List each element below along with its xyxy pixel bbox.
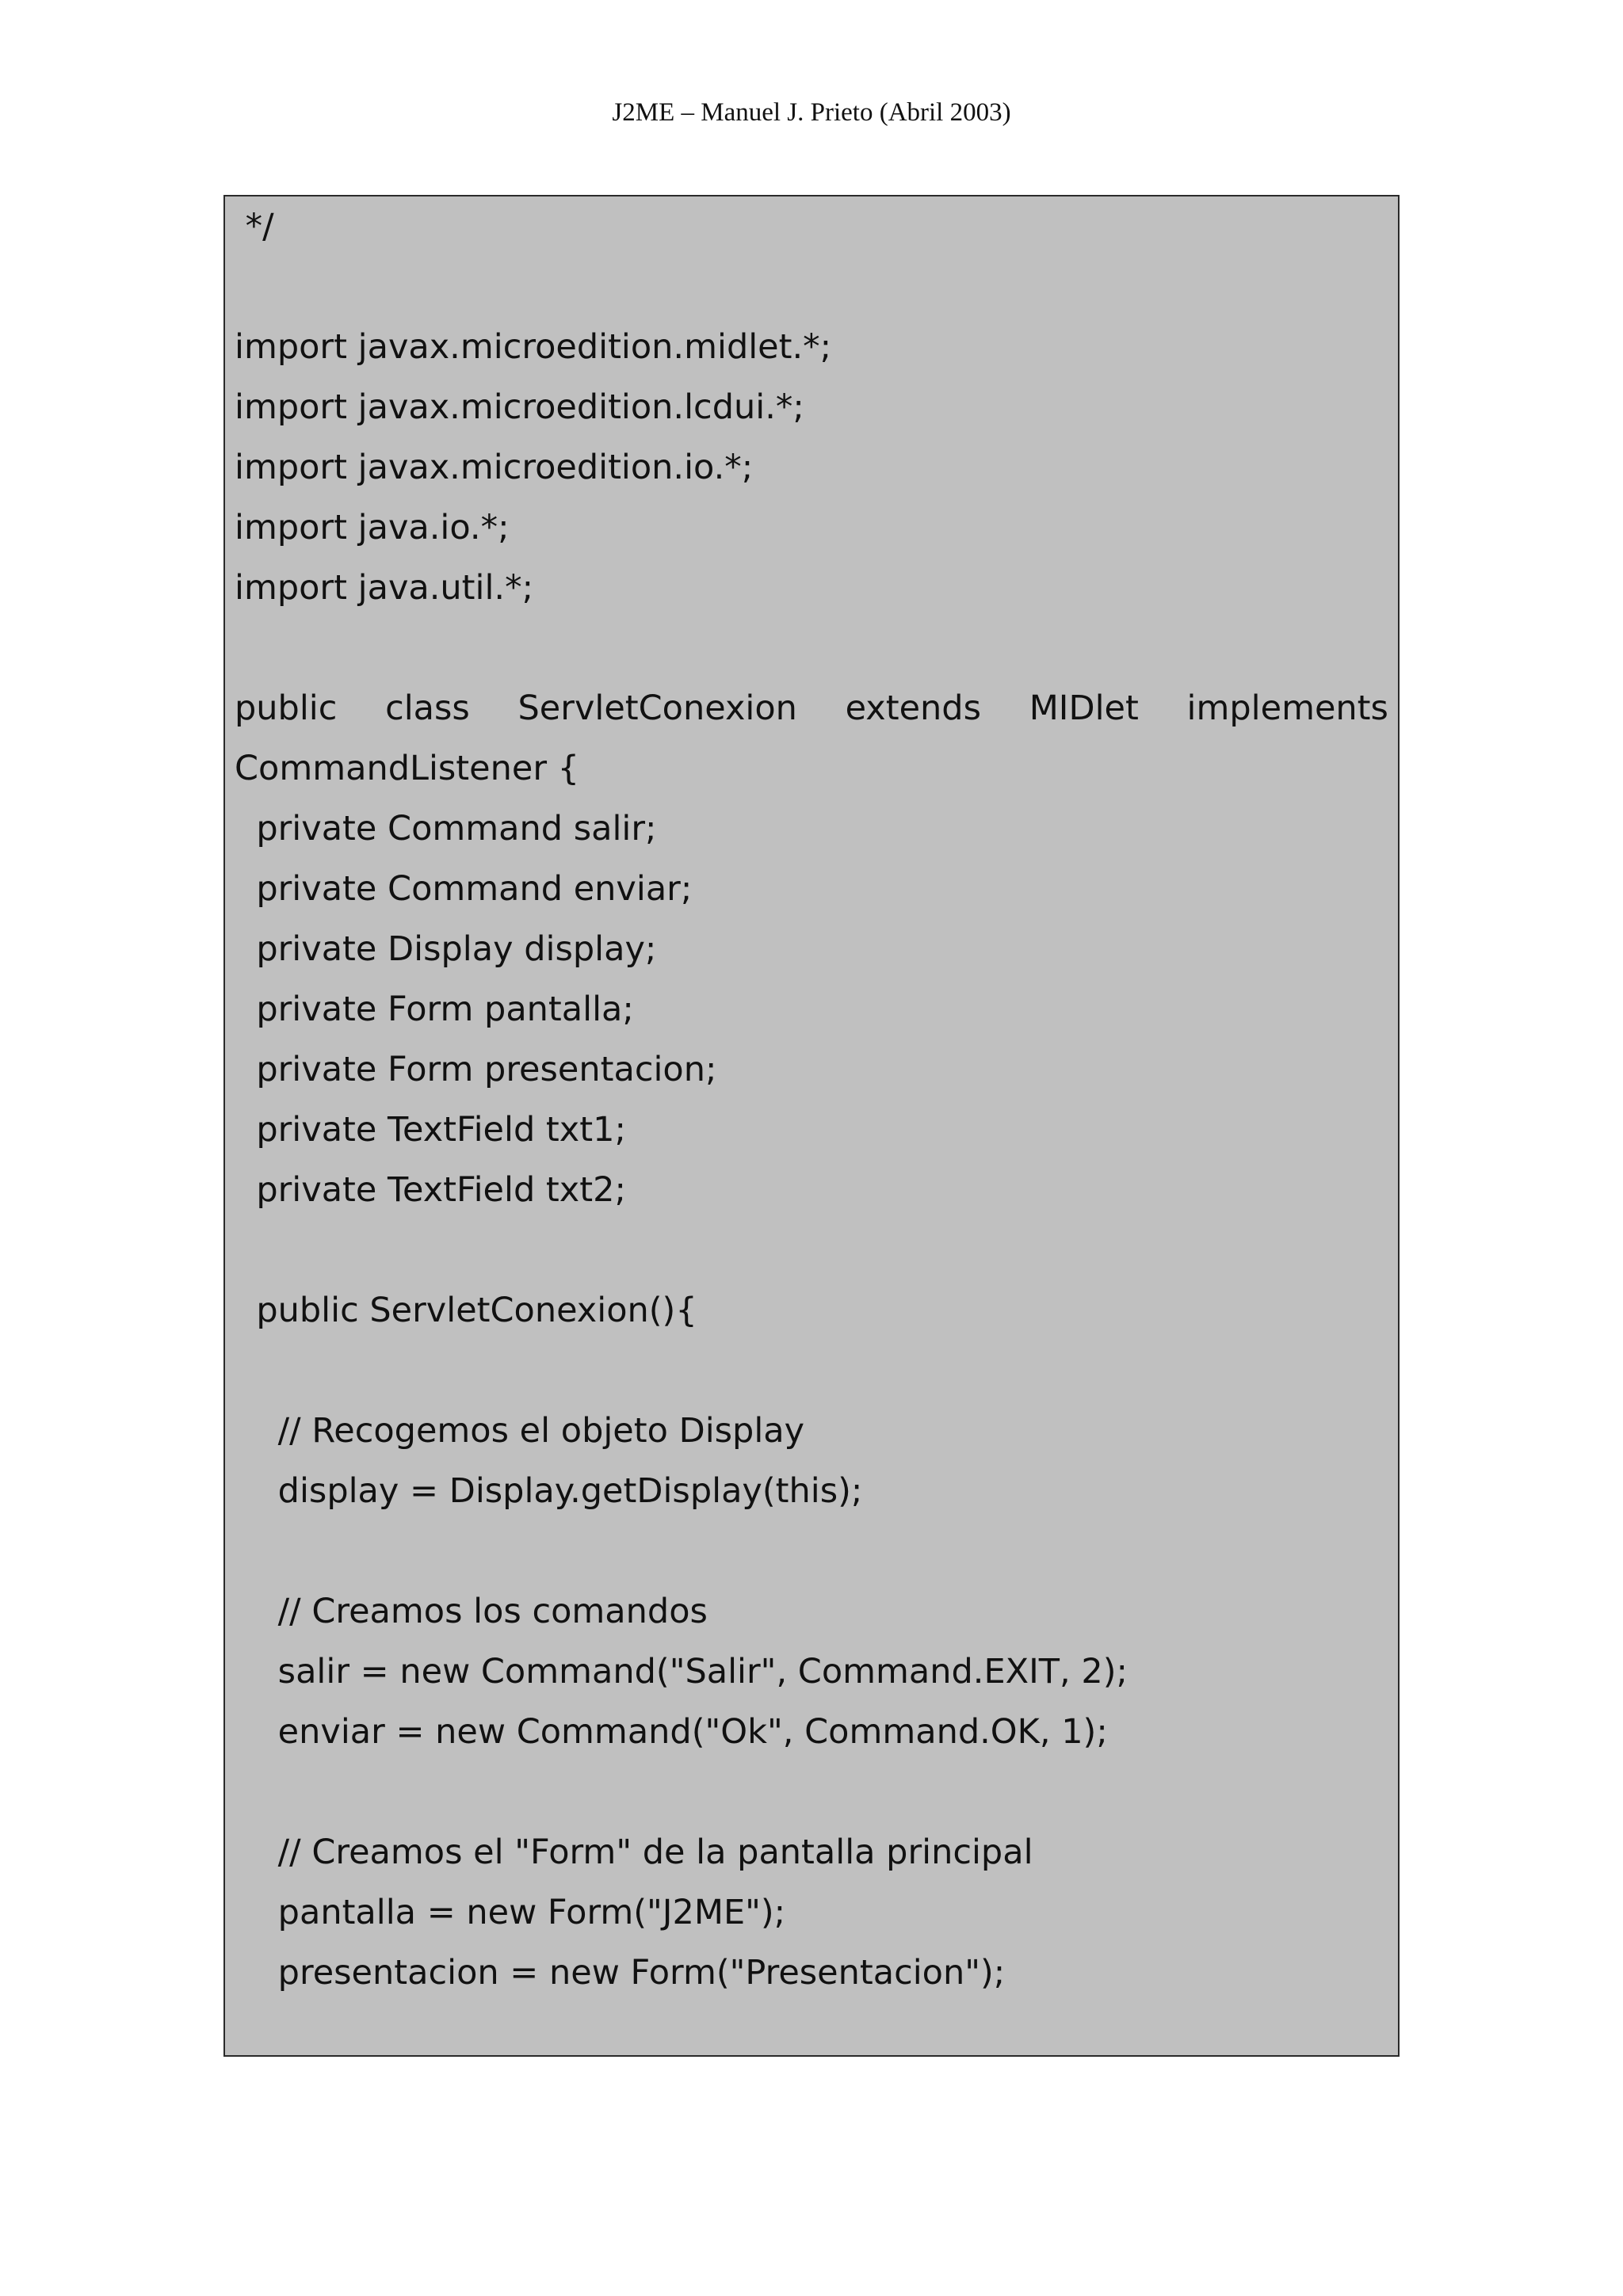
code-line-get-display: display = Display.getDisplay(this); bbox=[235, 1471, 863, 1511]
code-line-field-pantalla: private Form pantalla; bbox=[235, 990, 634, 1029]
code-line-new-presentacion: presentacion = new Form("Presentacion"); bbox=[235, 1953, 1006, 1993]
code-word: public bbox=[235, 688, 338, 728]
code-line-field-enviar: private Command enviar; bbox=[235, 869, 693, 909]
code-word: extends bbox=[845, 688, 982, 728]
code-line-field-display: private Display display; bbox=[235, 929, 657, 969]
code-line-new-salir: salir = new Command("Salir", Command.EXIT, 2); bbox=[235, 1652, 1128, 1691]
code-line-new-enviar: enviar = new Command("Ok", Command.OK, 1); bbox=[235, 1712, 1108, 1752]
code-listing bbox=[223, 195, 1400, 2057]
page-header: J2ME – Manuel J. Prieto (Abril 2003) bbox=[612, 98, 1011, 127]
code-line-import-lcdui: import javax.microedition.lcdui.*; bbox=[235, 387, 804, 427]
code-line-comment-display: // Recogemos el objeto Display bbox=[235, 1411, 805, 1451]
code-line-comment-end: */ bbox=[235, 207, 274, 246]
code-word: implements bbox=[1186, 688, 1388, 728]
code-line-comment-commands: // Creamos los comandos bbox=[235, 1592, 708, 1631]
code-line-field-txt1: private TextField txt1; bbox=[235, 1110, 626, 1150]
code-line-field-presentacion: private Form presentacion; bbox=[235, 1050, 717, 1089]
code-line-constructor: public ServletConexion(){ bbox=[235, 1291, 697, 1330]
code-line-import-java-io: import java.io.*; bbox=[235, 508, 510, 547]
code-line-new-pantalla: pantalla = new Form("J2ME"); bbox=[235, 1893, 786, 1932]
code-line-class-interface: CommandListener { bbox=[235, 749, 580, 788]
code-line-import-midlet: import javax.microedition.midlet.*; bbox=[235, 327, 832, 367]
code-line-class-declaration bbox=[235, 678, 1388, 738]
code-line-import-java-util: import java.util.*; bbox=[235, 568, 534, 608]
code-line-field-txt2: private TextField txt2; bbox=[235, 1170, 626, 1210]
code-word: ServletConexion bbox=[517, 688, 797, 728]
code-word: class bbox=[385, 688, 470, 728]
code-line-comment-form: // Creamos el "Form" de la pantalla principal bbox=[235, 1833, 1033, 1872]
code-line-import-io: import javax.microedition.io.*; bbox=[235, 448, 754, 487]
code-word: MIDlet bbox=[1029, 688, 1139, 728]
code-line-field-salir: private Command salir; bbox=[235, 809, 657, 849]
